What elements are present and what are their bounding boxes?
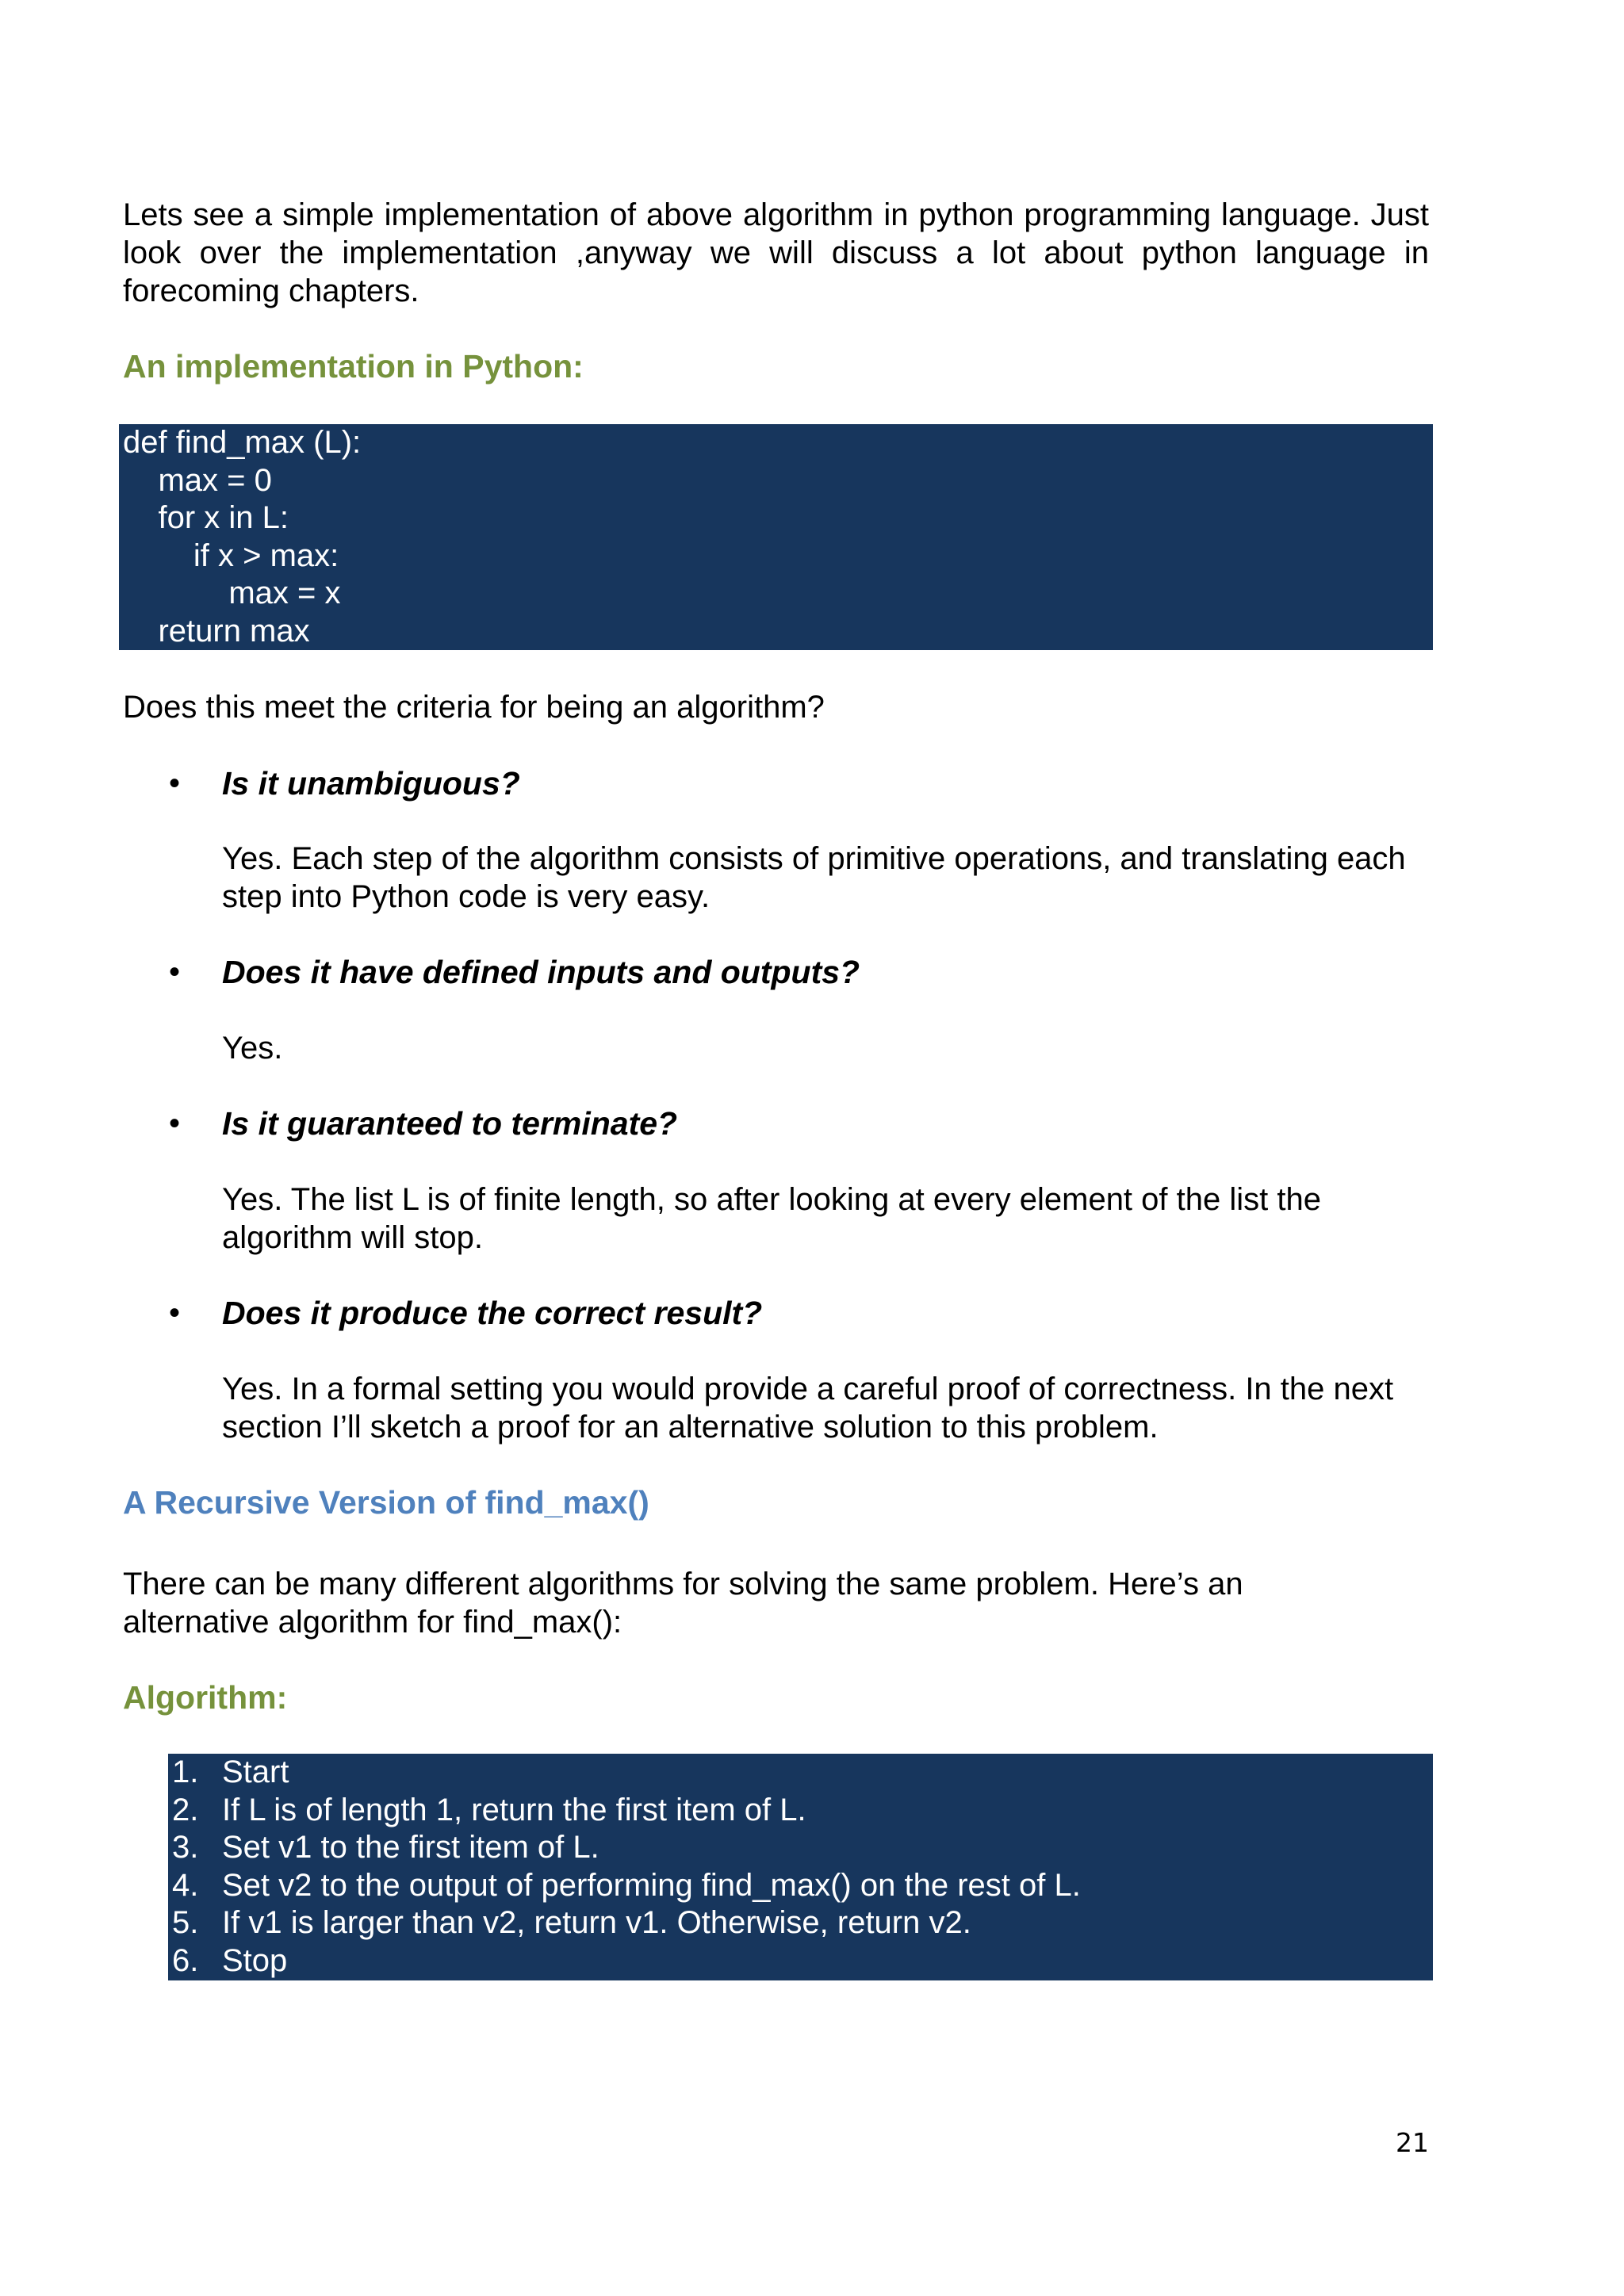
recursive-paragraph: There can be many different algorithms for solving the same problem. Here’s an alternative algorithm for find_max(): [123,1567,1243,1640]
step-text: Start [222,1755,289,1789]
code-line: max = x [123,576,341,610]
code-line: if x > max: [123,538,339,573]
algorithm-steps-list [168,1754,1433,1980]
criteria-question: Does this meet the criteria for being an algorithm? [123,690,825,725]
page-number: 21 [1396,2127,1429,2158]
algorithm-heading: Algorithm: [123,1679,288,1716]
intro-paragraph: Lets see a simple implementation of above algorithm in python programming language. Just look over the implementation ,anyway we will discuss a lot about python language in forecoming chapters. [123,197,1429,308]
code-line: for x in L: [123,500,289,535]
bullet-icon: • [169,1106,181,1141]
criterion-question: Is it guaranteed to terminate? [222,1105,678,1142]
list-item [168,1792,1433,1830]
bullet-icon: • [169,766,181,801]
step-number: 6. [172,1942,199,1978]
code-line: max = 0 [123,462,272,498]
criterion-question: Is it unambiguous? [222,765,520,802]
step-number: 5. [172,1905,199,1940]
criterion-question: Does it produce the correct result? [222,1295,763,1331]
code-line: return max [123,613,310,649]
step-number: 4. [172,1867,199,1903]
criterion-answer: Yes. Each step of the algorithm consists of primitive operations, and translating each step into Python code is very easy. [222,841,1406,914]
list-item [168,1754,1433,1792]
list-item [168,1829,1433,1867]
code-line: def find_max (L): [123,425,362,460]
bullet-icon: • [169,955,181,989]
step-text: Set v1 to the first item of L. [222,1830,599,1865]
recursive-version-heading: A Recursive Version of find_max() [123,1484,649,1521]
step-number: 3. [172,1830,199,1865]
step-number: 2. [172,1792,199,1827]
python-implementation-heading: An implementation in Python: [123,348,584,385]
python-code-block [119,424,1433,650]
criterion-answer: Yes. The list L is of finite length, so after looking at every element of the list the algorithm will stop. [222,1182,1321,1255]
step-text: If L is of length 1, return the first item of L. [222,1792,806,1827]
list-item [168,1942,1433,1980]
list-item [168,1904,1433,1942]
step-text: Set v2 to the output of performing find_max() on the rest of L. [222,1867,1081,1903]
bullet-icon: • [169,1295,181,1330]
criterion-question: Does it have defined inputs and outputs? [222,954,860,990]
step-text: Stop [222,1942,288,1978]
criterion-answer: Yes. In a formal setting you would provide a careful proof of correctness. In the next section I’ll sketch a proof for an alternative solution to this problem. [222,1372,1394,1445]
criterion-answer: Yes. [222,1031,283,1066]
step-text: If v1 is larger than v2, return v1. Otherwise, return v2. [222,1905,971,1940]
list-item [168,1867,1433,1905]
step-number: 1. [172,1755,199,1789]
